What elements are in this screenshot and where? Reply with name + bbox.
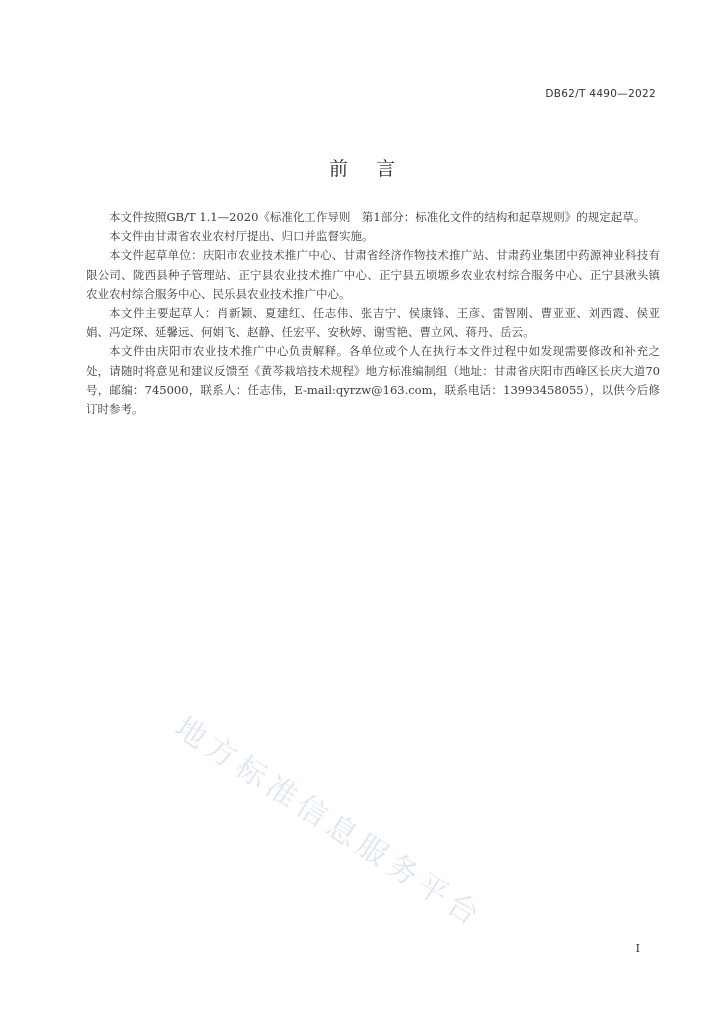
page-number: I xyxy=(635,942,640,955)
paragraph-drafting-units: 本文件起草单位：庆阳市农业技术推广中心、甘肃省经济作物技术推广站、甘肃药业集团中药源神业科技有限公司、陇西县种子管理站、正宁县农业技术推广中心、正宁县五顷塬乡农业农村综合服务中心、正宁县湫头镇农业农村综合服务中心、民乐县农业技术推广中心。 xyxy=(86,248,660,301)
foreword-body xyxy=(86,208,660,419)
watermark: 地方标准信息服务平台 xyxy=(168,710,490,936)
paragraph-interpretation: 本文件由庆阳市农业技术推广中心负责解释。各单位或个人在执行本文件过程中如发现需要修改和补充之处，请随时将意见和建议反馈至《黄芩栽培技术规程》地方标准编制组（地址：甘肃省庆阳市西峰区长庆大道70号，邮编：745000，联系人：任志伟，E-mail:qyrzw@163.com，联系电话：13993458055），以供今后修订时参考。 xyxy=(86,344,660,417)
standard-code: DB62/T 4490—2022 xyxy=(545,88,656,100)
paragraph-proposer: 本文件由甘肃省农业农村厅提出、归口并监督实施。 xyxy=(109,229,374,244)
paragraph-drafting-rules: 本文件按照GB/T 1.1—2020《标准化工作导则 第1部分：标准化文件的结构和起草规则》的规定起草。 xyxy=(109,210,646,224)
paragraph-drafters: 本文件主要起草人：肖新颖、夏建红、任志伟、张吉宁、侯康锋、王彦、雷智刚、曹亚亚、刘西霞、侯亚娟、冯定琛、延馨远、何娟飞、赵静、任宏平、安秋婷、谢雪艳、曹立风、蒋丹、岳云。 xyxy=(86,306,660,340)
page-title: 前言 xyxy=(328,158,423,180)
